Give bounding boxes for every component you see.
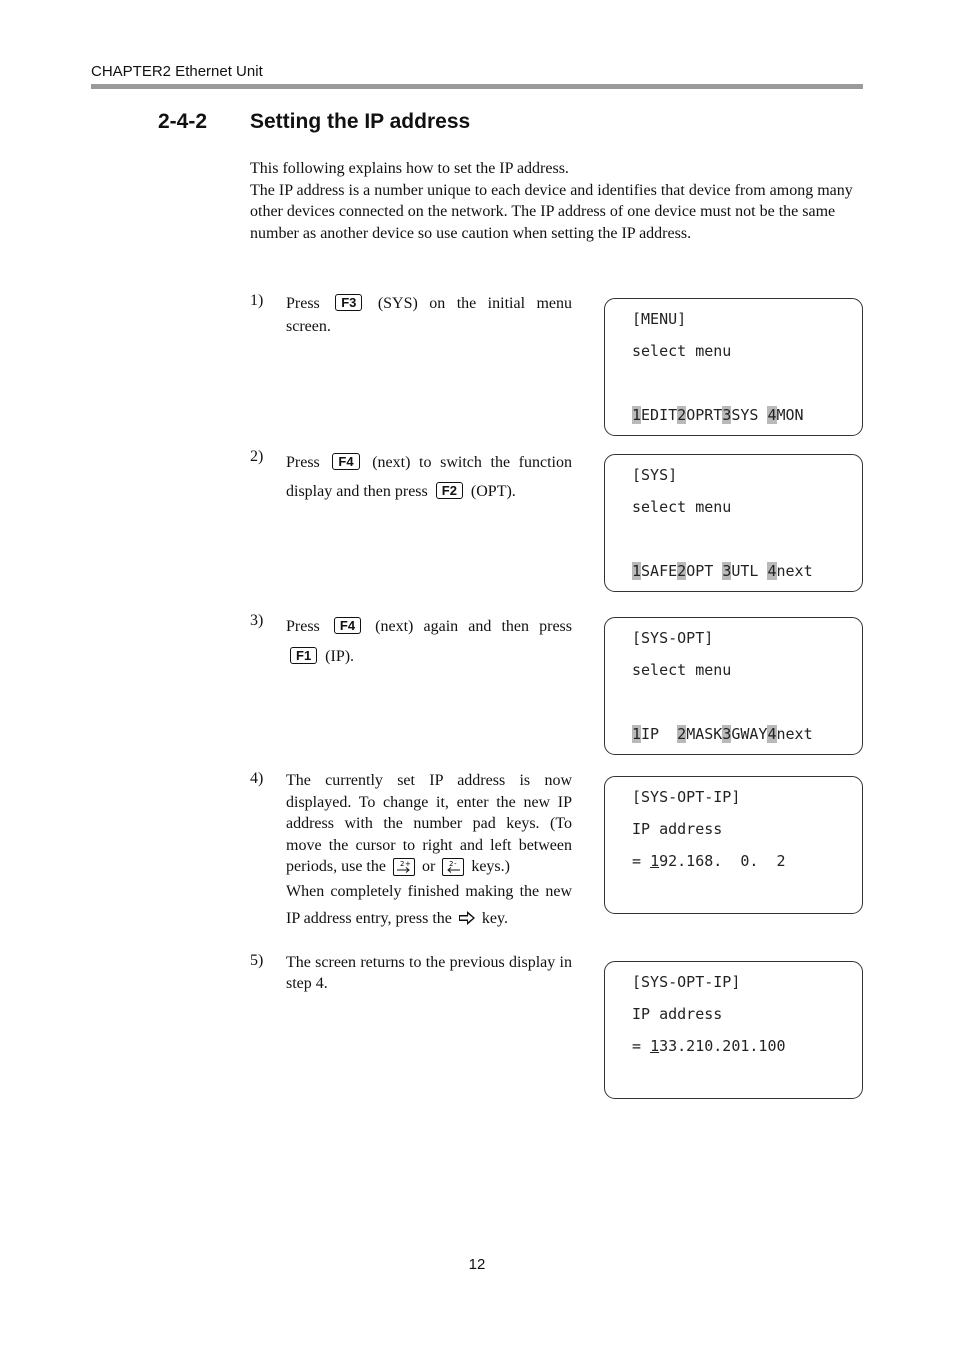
lcd-ip-value: = 192.168. 0. 2 (632, 852, 786, 870)
lcd-title: [SYS-OPT-IP] (632, 788, 741, 806)
step-5-text: The screen returns to the previous display in step 4. (286, 954, 572, 992)
f4-key-icon: F4 (334, 617, 361, 634)
svg-text:2: 2 (449, 860, 454, 868)
chapter-header: CHAPTER2 Ethernet Unit (91, 63, 263, 80)
section-title: Setting the IP address (250, 110, 471, 133)
step-2-number: 2) (250, 448, 264, 465)
lcd-screen-ip-current (604, 776, 863, 914)
intro-paragraph-2: The IP address is a number unique to each device and identifies that device from among many other devices connected on the network. The IP address of one device must not be the same number as another device so use caution when setting the IP address. (250, 181, 853, 242)
lcd-subtitle: select menu (632, 342, 732, 360)
svg-text:2: 2 (399, 860, 405, 868)
lcd-function-menu: 1EDIT2OPRT3SYS 4MON (632, 406, 804, 424)
step-4-number: 4) (250, 770, 264, 787)
lcd-screen-sys (604, 454, 863, 592)
page-number: 12 (468, 1256, 486, 1273)
f4-key-icon: F4 (332, 453, 359, 470)
lcd-function-menu: 1IP 2MASK3GWAY4next (632, 725, 813, 743)
lcd-function-menu: 1SAFE2OPT 3UTL 4next (632, 562, 813, 580)
lcd-subtitle: select menu (632, 661, 732, 679)
f3-key-icon: F3 (335, 294, 362, 311)
lcd-screen-menu (604, 298, 863, 436)
f2-key-icon: F2 (436, 482, 463, 499)
svg-text:+: + (404, 860, 411, 868)
lcd-title: [MENU] (632, 310, 687, 328)
intro-text (250, 158, 864, 244)
lcd-title: [SYS-OPT-IP] (632, 973, 741, 991)
cursor-right-key-icon (393, 858, 415, 876)
step-2-text: Press F4 (next) to switch the function display and then press F2 (OPT). (286, 454, 572, 500)
step-5-number: 5) (250, 952, 264, 969)
step-4-text: The currently set IP address is now displayed. To change it, enter the new IP address with the number pad keys. (To move the cursor to right and left between periods, use the 2 + or 2 - keys.) When completely finished making the new IP address entry, press the key. (286, 770, 572, 932)
lcd-subtitle: IP address (632, 1005, 723, 1023)
step-1-text: Press F3 (SYS) on the initial menu screen. (286, 295, 572, 335)
cursor-left-key-icon (442, 858, 464, 876)
lcd-screen-ip-new (604, 961, 863, 1099)
svg-text:-: - (454, 860, 457, 868)
section-number: 2-4-2 (158, 110, 208, 133)
step-3-number: 3) (250, 612, 264, 629)
enter-arrow-key-icon (458, 910, 476, 933)
step-3-text: Press F4 (next) again and then press F1 (IP). (286, 618, 572, 665)
lcd-title: [SYS-OPT] (632, 629, 714, 647)
lcd-title: [SYS] (632, 466, 678, 484)
intro-paragraph-1: This following explains how to set the IP address. (250, 160, 569, 177)
lcd-cursor: 1 (650, 852, 660, 870)
lcd-ip-value: = 133.210.201.100 (632, 1037, 786, 1055)
lcd-cursor: 1 (650, 1037, 660, 1055)
lcd-subtitle: IP address (632, 820, 723, 838)
header-rule (91, 84, 863, 89)
lcd-subtitle: select menu (632, 498, 732, 516)
f1-key-icon: F1 (290, 647, 317, 664)
step-1-number: 1) (250, 292, 264, 309)
lcd-screen-sys-opt (604, 617, 863, 755)
